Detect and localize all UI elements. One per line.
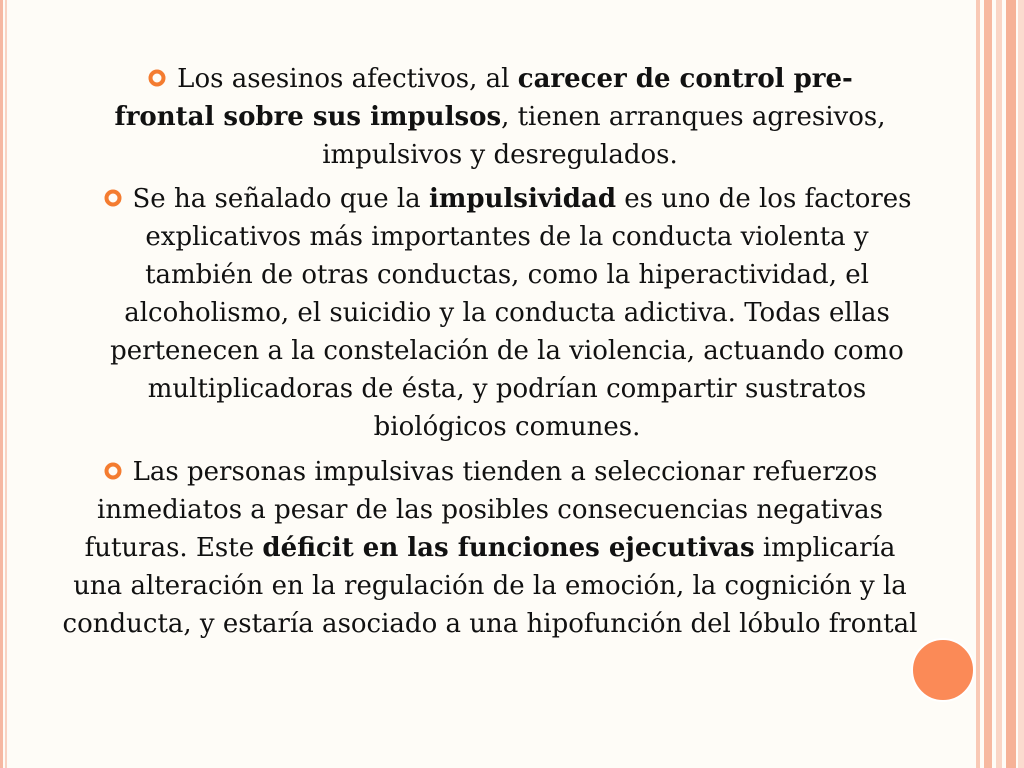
decorative-circle bbox=[911, 638, 975, 702]
bullet-item bbox=[60, 453, 920, 643]
bullet-text-part: Los asesinos afectivos, al bbox=[177, 64, 518, 94]
bullet-text-part: implicaría una alteración en la regulación de la emoción, la cognición y la conducta, y estaría asociado a una hipofunción del lóbulo frontal bbox=[62, 533, 918, 639]
bullet-text bbox=[100, 60, 900, 174]
bullet-text bbox=[60, 453, 920, 643]
bullet-item bbox=[100, 180, 914, 446]
bullet-bold-text: carecer de control pre-frontal sobre sus impulsos bbox=[114, 64, 853, 132]
circle-bullet-icon bbox=[147, 68, 167, 88]
circle-bullet-icon bbox=[103, 188, 123, 208]
circle-bullet-icon bbox=[103, 461, 123, 481]
bullet-text-part: Las personas impulsivas tienden a seleccionar refuerzos inmediatos a pesar de las posibles consecuencias negativas futuras. Este bbox=[84, 457, 883, 563]
bullet-text-part: Se ha señalado que la bbox=[132, 184, 429, 214]
bullet-text-part: es uno de los factores explicativos más importantes de la conducta violenta y también de otras conductas, como la hiperactividad, el alcoholismo, el suicidio y la conducta adictiva. Todas ellas pertenecen a la constelación de la violencia, actuando como multiplicadoras de ésta, y podrían compartir sustratos biológicos comunes. bbox=[110, 184, 912, 442]
bullet-bold-text: impulsividad bbox=[428, 184, 617, 214]
bullet-text-part: , tienen arranques agresivos, impulsivos y desregulados. bbox=[322, 102, 886, 170]
bullet-item bbox=[100, 60, 900, 174]
bullet-bold-text: déficit en las funciones ejecutivas bbox=[262, 533, 755, 563]
bullet-text bbox=[100, 180, 914, 446]
